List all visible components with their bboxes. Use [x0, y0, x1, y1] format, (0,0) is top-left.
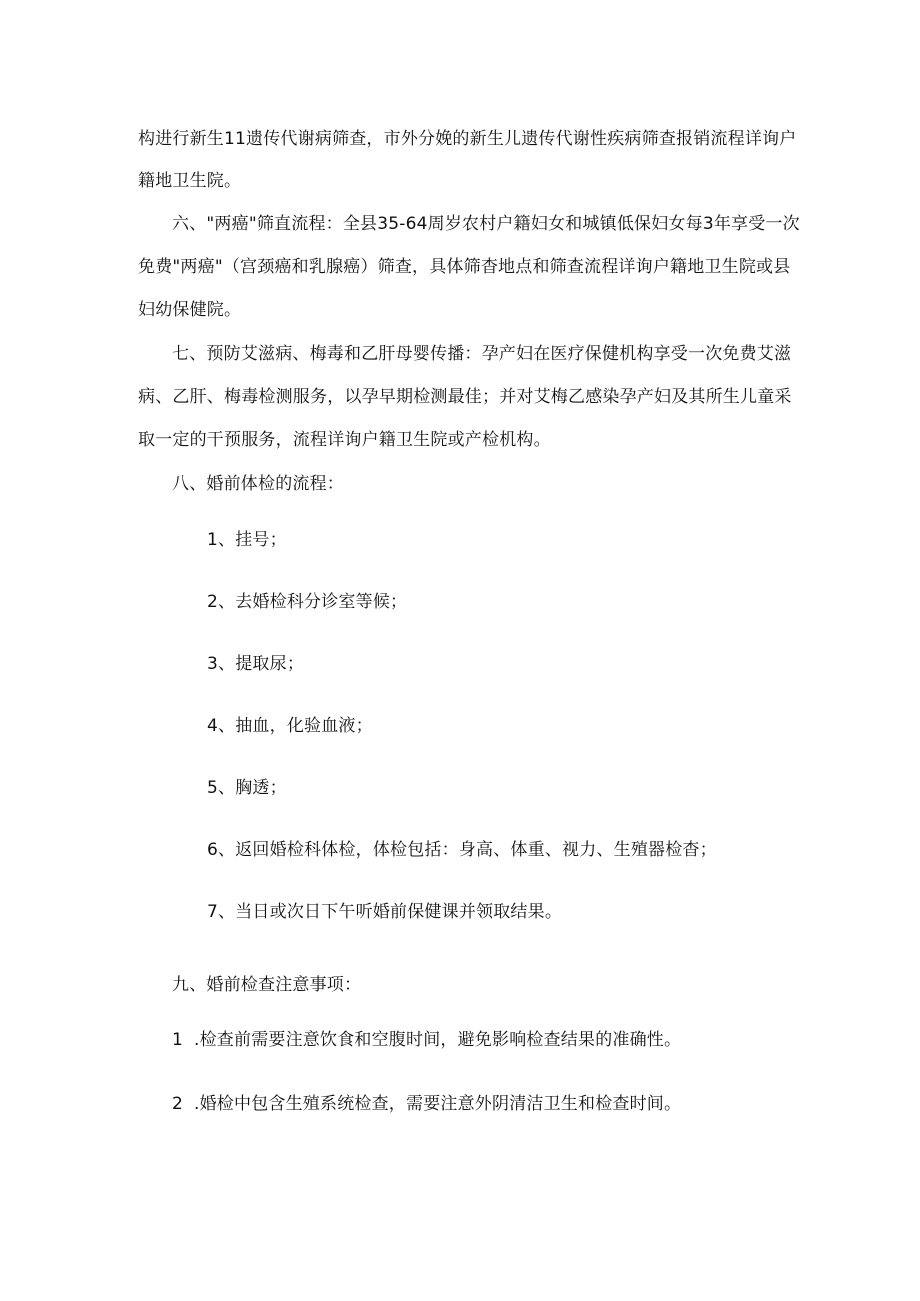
- section8-heading: 八、婚前体检的流程：: [172, 474, 344, 494]
- section6-line-3: 妇幼保健院。: [138, 300, 242, 320]
- continuation-line-2: 籍地卫生院。: [138, 171, 242, 191]
- section7-line-3: 取一定的干预服务，流程详询户籍卫生院或产检机构。: [138, 430, 551, 450]
- note-text: .检查前需要注意饮食和空腹时间，避免影响检查结果的准确性。: [194, 1030, 682, 1050]
- note-text: .婚检中包含生殖系统检查，需要注意外阴清洁卫生和检查时间。: [194, 1094, 682, 1114]
- section9-heading: 九、婚前检查注意事项：: [172, 975, 362, 995]
- section8-step-2: 2、去婚检科分诊室等候；: [207, 592, 408, 612]
- section8-step-7: 7、当日或次日下午听婚前保健课并领取结果。: [207, 902, 563, 922]
- continuation-line-1: 构进行新生11遗传代谢病筛查，市外分娩的新生儿遗传代谢性疾病筛查报销流程详询户: [138, 129, 797, 149]
- section6-line-2: 免费"两癌"（宫颈癌和乳腺癌）筛查，具体筛杳地点和筛查流程详询户籍地卫生院或县: [138, 257, 791, 277]
- section8-step-3: 3、提取尿；: [207, 654, 305, 674]
- section6-line-1: 六、"两癌"筛直流程：全县35-64周岁农村户籍妇女和城镇低保妇女每3年享受一次: [172, 214, 800, 234]
- section9-note-1: [172, 1029, 681, 1051]
- section8-step-4: 4、抽血，化验血液；: [207, 716, 373, 736]
- section7-line-1: 七、预防艾滋病、梅毒和乙肝母婴传播：孕产妇在医疗保健机构享受一次免费艾滋: [172, 344, 792, 364]
- section8-step-1: 1、挂号；: [207, 530, 287, 550]
- section7-line-2: 病、乙肝、梅毒检测服务，以孕早期检测最佳；并对艾梅乙感染孕产妇及其所生儿童采: [138, 387, 792, 407]
- section8-step-5: 5、胸透；: [207, 778, 287, 798]
- note-number: 1: [172, 1030, 184, 1050]
- note-number: 2: [172, 1094, 184, 1114]
- section9-note-2: [172, 1093, 681, 1115]
- section8-step-6: 6、返回婚检科体检，体检包括：身高、体重、视力、生殖器检杳；: [207, 840, 717, 860]
